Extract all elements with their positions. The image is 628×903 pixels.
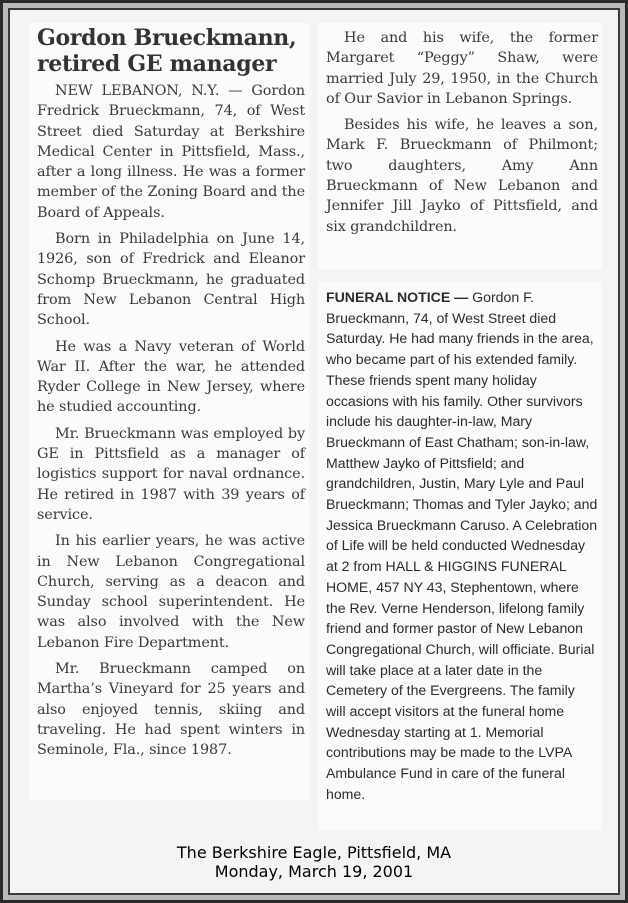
obituary-right-column bbox=[318, 23, 602, 269]
obituary-paragraph-3: He was a Navy veteran of World War II. After the war, he attended Ryder College in New Jersey, where he studied accounting. bbox=[37, 338, 305, 416]
funeral-notice-lead: FUNERAL NOTICE — bbox=[326, 289, 469, 305]
obituary-paragraph-8: Besides his wife, he leaves a son, Mark F. Brueckmann of Philmont; two daughters, Amy Ann Brueckmann of New Lebanon and Jennifer Jill Jayko of Pittsfield, and six grandchildren. bbox=[326, 117, 598, 235]
obituary-paragraph-2: Born in Philadelphia on June 14, 1926, son of Fredrick and Eleanor Schomp Brueckmann, he graduated from New Lebanon Central High School. bbox=[37, 231, 305, 329]
funeral-notice-text bbox=[326, 287, 598, 805]
obituary-left-column bbox=[29, 23, 309, 800]
obituary-paragraph-4: Mr. Brueckmann was employed by GE in Pittsfield as a manager of logistics support for naval ordnance. He retired in 1987 with 39 years of service. bbox=[37, 425, 305, 523]
caption-source: The Berkshire Eagle, Pittsfield, MA bbox=[176, 843, 452, 862]
obituary-headline: Gordon Brueckmann, retired GE manager bbox=[37, 25, 297, 77]
obituary-paragraph-5: In his earlier years, he was active in New Lebanon Congregational Church, serving as a deacon and Sunday school superintendent. He was also involved with the New Lebanon Fire Department. bbox=[37, 533, 305, 651]
obituary-paragraph-7: He and his wife, the former Margaret “Peggy” Shaw, were married July 29, 1950, in the Church of Our Savior in Lebanon Springs. bbox=[326, 30, 598, 107]
funeral-notice-body: Gordon F. Brueckmann, 74, of West Street died Saturday. He had many friends in the area, who became part of his extended family. These friends spent many holiday occasions with his family. Other survivors include his daughter-in-law, Mary Brueckmann of East Chatham; son-in-law, Matthew Jayko of Pittsfield; and grandchildren, Justin, Mary Lyle and Paul Brueckmann; Thomas and Tyler Jayko; and Jessica Brueckmann Caruso. A Celebration of Life will be held conducted Wednesday at 2 from HALL & HIGGINS FUNERAL HOME, 457 NY 43, Stephentown, where the Rev. Verne Henderson, lifelong family friend and former pastor of New Lebanon Congregational Church, will officiate. Burial will take place at a later date in the Cemetery of the Evergreens. The family will accept visitors at the funeral home Wednesday starting at 1. Memorial contributions may be made to the LVPA Ambulance Fund in care of the funeral home. bbox=[326, 289, 598, 802]
obituary-paragraph-1: NEW LEBANON, N.Y. — Gordon Fredrick Brueckmann, 74, of West Street died Saturday at Berkshire Medical Center in Pittsfield, Mass., after a long illness. He was a former member of the Zoning Board and the Board of Appeals. bbox=[37, 83, 305, 221]
funeral-notice bbox=[318, 282, 602, 830]
caption-date: Monday, March 19, 2001 bbox=[214, 862, 414, 881]
obituary-paragraph-6: Mr. Brueckmann camped on Martha’s Vineyard for 25 years and also enjoyed tennis, skiing and traveling. He had spent winters in Seminole, Fla., since 1987. bbox=[37, 661, 305, 759]
